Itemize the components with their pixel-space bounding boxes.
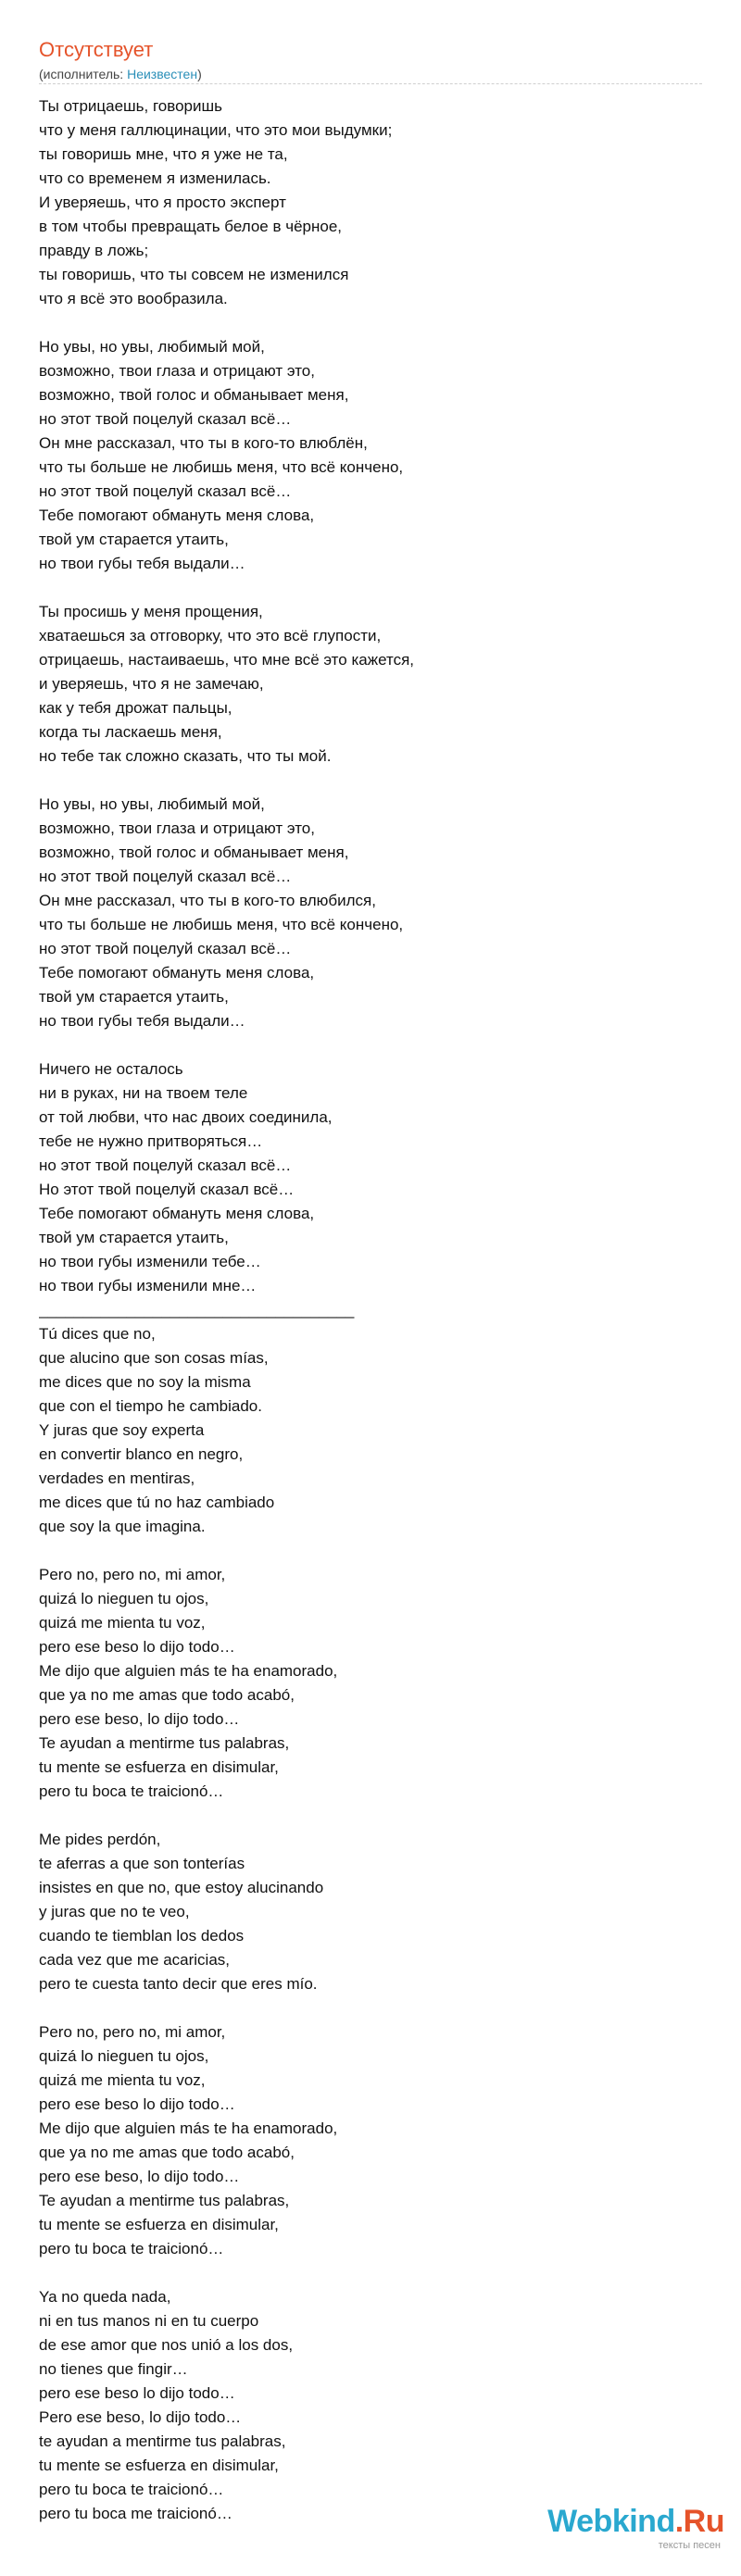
lyrics-line: что ты больше не любишь меня, что всё кончено, bbox=[39, 458, 404, 476]
lyrics-line: Te ayudan a mentirme tus palabras, bbox=[39, 2192, 290, 2209]
lyrics-line: quizá lo nieguen tu ojos, bbox=[39, 1590, 209, 1607]
lyrics-line: pero ese beso lo dijo todo… bbox=[39, 1638, 235, 1656]
lyrics-stanza bbox=[39, 2285, 702, 2526]
lyrics-line: Y juras que soy experta bbox=[39, 1421, 205, 1439]
lyrics-line: что у меня галлюцинации, что это мои выдумки; bbox=[39, 121, 393, 139]
song-title: Отсутствует bbox=[39, 38, 154, 61]
lyrics-line: te aferras a que son tonterías bbox=[39, 1855, 245, 1872]
lyrics-line: Te ayudan a mentirme tus palabras, bbox=[39, 1734, 290, 1752]
lyrics-line: que alucino que son cosas mías, bbox=[39, 1349, 269, 1367]
lyrics-line: возможно, твои глаза и отрицают это, bbox=[39, 819, 315, 837]
lyrics-line: que ya no me amas que todo acabó, bbox=[39, 2144, 295, 2161]
lyrics-line: tu mente se esfuerza en disimular, bbox=[39, 2457, 279, 2474]
lyrics-line: Pero ese beso, lo dijo todo… bbox=[39, 2408, 242, 2426]
lyrics-stanza bbox=[39, 1057, 702, 1322]
logo-brand: Webkind bbox=[547, 2504, 675, 2539]
lyrics-line: que con el tiempo he cambiado. bbox=[39, 1397, 262, 1415]
lyrics-line: me dices que tú no haz cambiado bbox=[39, 1494, 275, 1511]
lyrics-line: Pero no, pero no, mi amor, bbox=[39, 2023, 226, 2041]
lyrics-line: pero te cuesta tanto decir que eres mío. bbox=[39, 1975, 318, 1993]
site-logo[interactable] bbox=[521, 2500, 724, 2556]
lyrics-line: Me dijo que alguien más te ha enamorado, bbox=[39, 2120, 338, 2137]
lyrics-line: Но увы, но увы, любимый мой, bbox=[39, 795, 265, 813]
lyrics-line: pero ese beso lo dijo todo… bbox=[39, 2384, 235, 2402]
lyrics-line: y juras que no te veo, bbox=[39, 1903, 190, 1920]
lyrics-line: tu mente se esfuerza en disimular, bbox=[39, 2216, 279, 2233]
lyrics-line: pero tu boca me traicionó… bbox=[39, 2505, 232, 2522]
lyrics-line: ты говоришь, что ты совсем не изменился bbox=[39, 266, 349, 283]
logo-tld: .Ru bbox=[674, 2504, 724, 2539]
lyrics-line: no tienes que fingir… bbox=[39, 2360, 188, 2378]
lyrics-line: Me dijo que alguien más te ha enamorado, bbox=[39, 1662, 338, 1680]
lyrics-line: но этот твой поцелуй сказал всё… bbox=[39, 482, 292, 500]
lyrics-line: ты говоришь мне, что я уже не та, bbox=[39, 145, 288, 163]
lyrics-line: cuando te tiemblan los dedos bbox=[39, 1927, 245, 1945]
lyrics-line: от той любви, что нас двоих соединила, bbox=[39, 1108, 333, 1126]
lyrics-line: но твои губы изменили тебе… bbox=[39, 1253, 261, 1270]
lyrics-line: me dices que no soy la misma bbox=[39, 1373, 251, 1391]
lyrics-line: pero tu boca te traicionó… bbox=[39, 2240, 224, 2257]
header-divider bbox=[39, 83, 702, 84]
lyrics-line: И уверяешь, что я просто эксперт bbox=[39, 194, 286, 211]
lyrics-line: возможно, твои глаза и отрицают это, bbox=[39, 362, 315, 380]
lyrics-line: que ya no me amas que todo acabó, bbox=[39, 1686, 295, 1704]
lyrics-line: но этот твой поцелуй сказал всё… bbox=[39, 1157, 292, 1174]
lyrics-line: Tú dices que no, bbox=[39, 1325, 156, 1343]
lyrics-line: Тебе помогают обмануть меня слова, bbox=[39, 506, 315, 524]
lyrics-line: как у тебя дрожат пальцы, bbox=[39, 699, 232, 717]
logo-tagline: тексты песен bbox=[658, 2540, 721, 2551]
lyrics-line: Ничего не осталось bbox=[39, 1060, 183, 1078]
lyrics-line: de ese amor que nos unió a los dos, bbox=[39, 2336, 294, 2354]
lyrics-line: ни в руках, ни на твоем теле bbox=[39, 1084, 248, 1102]
lyrics-line: но этот твой поцелуй сказал всё… bbox=[39, 410, 292, 428]
lyrics-line: твой ум старается утаить, bbox=[39, 531, 229, 548]
lyrics-line: Pero no, pero no, mi amor, bbox=[39, 1566, 226, 1583]
artist-suffix: ) bbox=[197, 67, 202, 81]
lyrics-line: Но увы, но увы, любимый мой, bbox=[39, 338, 265, 356]
lyrics-line: что я всё это вообразила. bbox=[39, 290, 228, 307]
lyrics-line: verdades en mentiras, bbox=[39, 1469, 195, 1487]
lyrics-line: Он мне рассказал, что ты в кого-то влюблён, bbox=[39, 434, 368, 452]
lyrics-line: Но этот твой поцелуй сказал всё… bbox=[39, 1181, 295, 1198]
lyrics-line: в том чтобы превращать белое в чёрное, bbox=[39, 218, 343, 235]
lyrics-line: pero tu boca te traicionó… bbox=[39, 2481, 224, 2498]
lyrics-separator: ____________________________________ bbox=[39, 1301, 355, 1319]
lyrics-line: правду в ложь; bbox=[39, 242, 149, 259]
lyrics-line: отрицаешь, настаиваешь, что мне всё это кажется, bbox=[39, 651, 415, 669]
lyrics-stanza bbox=[39, 1828, 702, 1996]
lyrics-line: возможно, твой голос и обманывает меня, bbox=[39, 386, 349, 404]
lyrics-body bbox=[39, 94, 702, 2550]
lyrics-line: ni en tus manos ni en tu cuerpo bbox=[39, 2312, 259, 2330]
lyrics-line: Он мне рассказал, что ты в кого-то влюбился, bbox=[39, 892, 376, 909]
lyrics-line: Тебе помогают обмануть меня слова, bbox=[39, 1205, 315, 1222]
lyrics-line: cada vez que me acaricias, bbox=[39, 1951, 230, 1969]
lyrics-line: но этот твой поцелуй сказал всё… bbox=[39, 940, 292, 957]
artist-prefix: (исполнитель: bbox=[39, 67, 128, 81]
song-header bbox=[39, 37, 702, 82]
lyrics-line: но этот твой поцелуй сказал всё… bbox=[39, 868, 292, 885]
lyrics-line: но твои губы тебя выдали… bbox=[39, 1012, 245, 1030]
lyrics-line: но тебе так сложно сказать, что ты мой. bbox=[39, 747, 332, 765]
lyrics-line: Тебе помогают обмануть меня слова, bbox=[39, 964, 315, 982]
lyrics-line: quizá lo nieguen tu ojos, bbox=[39, 2047, 209, 2065]
lyrics-stanza bbox=[39, 600, 702, 769]
lyrics-line: возможно, твой голос и обманывает меня, bbox=[39, 844, 349, 861]
lyrics-line: твой ум старается утаить, bbox=[39, 988, 229, 1006]
lyrics-line: но твои губы тебя выдали… bbox=[39, 555, 245, 572]
lyrics-stanza bbox=[39, 2020, 702, 2261]
lyrics-line: когда ты ласкаешь меня, bbox=[39, 723, 222, 741]
lyrics-line: pero tu boca te traicionó… bbox=[39, 1782, 224, 1800]
lyrics-line: quizá me mienta tu voz, bbox=[39, 1614, 206, 1632]
lyrics-line: quizá me mienta tu voz, bbox=[39, 2071, 206, 2089]
lyrics-stanza bbox=[39, 94, 702, 311]
lyrics-line: pero ese beso, lo dijo todo… bbox=[39, 1710, 240, 1728]
lyrics-line: Ты отрицаешь, говоришь bbox=[39, 97, 223, 115]
lyrics-stanza bbox=[39, 793, 702, 1033]
lyrics-stanza bbox=[39, 335, 702, 576]
lyrics-stanza bbox=[39, 1322, 702, 1539]
lyrics-line: но твои губы изменили мне… bbox=[39, 1277, 257, 1294]
lyrics-line: te ayudan a mentirme tus palabras, bbox=[39, 2432, 286, 2450]
lyrics-line: insistes en que no, que estoy alucinando bbox=[39, 1879, 324, 1896]
lyrics-line: Ты просишь у меня прощения, bbox=[39, 603, 263, 620]
artist-line bbox=[39, 66, 702, 82]
lyrics-stanza bbox=[39, 1563, 702, 1804]
lyrics-line: что со временем я изменилась. bbox=[39, 169, 271, 187]
lyrics-line: тебе не нужно притворяться… bbox=[39, 1132, 263, 1150]
logo-wordmark bbox=[547, 2504, 724, 2539]
lyrics-line: Ya no queda nada, bbox=[39, 2288, 171, 2306]
lyrics-line: tu mente se esfuerza en disimular, bbox=[39, 1758, 279, 1776]
lyrics-line: que soy la que imagina. bbox=[39, 1518, 206, 1535]
lyrics-line: pero ese beso, lo dijo todo… bbox=[39, 2168, 240, 2185]
lyrics-line: en convertir blanco en negro, bbox=[39, 1445, 244, 1463]
lyrics-line: pero ese beso lo dijo todo… bbox=[39, 2095, 235, 2113]
lyrics-line: хватаешься за отговорку, что это всё глупости, bbox=[39, 627, 382, 644]
lyrics-line: и уверяешь, что я не замечаю, bbox=[39, 675, 264, 693]
artist-link[interactable]: Неизвестен bbox=[127, 67, 198, 81]
lyrics-line: Me pides perdón, bbox=[39, 1831, 161, 1848]
lyrics-line: твой ум старается утаить, bbox=[39, 1229, 229, 1246]
lyrics-line: что ты больше не любишь меня, что всё кончено, bbox=[39, 916, 404, 933]
